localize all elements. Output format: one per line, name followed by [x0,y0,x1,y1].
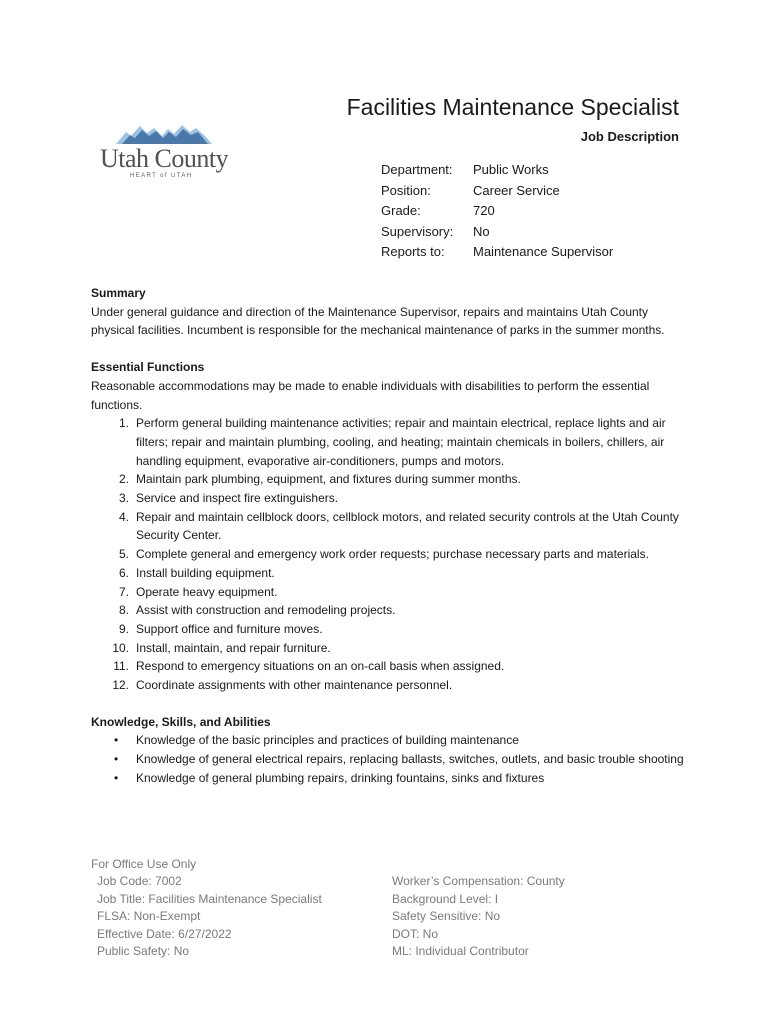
list-text: Install building equipment. [136,565,275,580]
ksa-section [91,713,691,788]
list-text: Operate heavy equipment. [136,584,278,599]
job-meta [381,160,613,263]
meta-row-position [381,181,613,202]
footer-right-column [392,873,565,960]
essential-functions-intro: Reasonable accommodations may be made to enable individuals with disabilities to perform the essential functions. [91,378,650,412]
list-number: 2. [118,472,129,487]
list-item [91,414,691,470]
meta-value: 720 [473,203,495,219]
list-number: 6. [118,565,129,580]
bullet-icon: • [114,733,119,748]
list-text: Knowledge of the basic principles and practices of building maintenance [136,733,519,748]
list-number: 3. [118,491,129,506]
footer-field: Background Level: I [392,891,499,906]
ksa-heading: Knowledge, Skills, and Abilities [91,714,271,729]
meta-label: Supervisory: [381,223,454,239]
list-number: 9. [118,621,129,636]
meta-value: Career Service [473,182,560,198]
list-number: 8. [118,603,129,618]
footer-field: Job Code: 7002 [97,874,182,889]
list-number: 4. [118,509,129,524]
footer-field: Public Safety: No [97,944,190,959]
essential-functions-heading: Essential Functions [91,360,205,375]
list-item [91,769,691,788]
list-item [91,750,691,769]
meta-label: Reports to: [381,244,445,260]
essential-functions-section [91,358,691,695]
list-text: Service and inspect fire extinguishers. [136,491,339,506]
meta-label: Grade: [381,203,421,219]
list-item [91,639,691,658]
list-text: Complete general and emergency work order requests; purchase necessary parts and materials. [136,547,649,562]
list-item [91,564,691,583]
list-number: 11. [113,659,129,674]
list-text: Support office and furniture moves. [136,621,323,636]
logo-name: Utah County [100,144,229,173]
list-item [91,657,691,676]
logo-tagline: HEART of UTAH [130,173,193,179]
list-text: Maintain park plumbing, equipment, and fixtures during summer months. [136,472,521,487]
meta-row-department [381,160,613,181]
footer-field: Worker’s Compensation: County [392,874,565,889]
list-number: 12. [112,678,129,693]
list-text: Knowledge of general plumbing repairs, drinking fountains, sinks and fixtures [136,770,545,785]
list-text: Knowledge of general electrical repairs, replacing ballasts, switches, outlets, and basic trouble shooting [136,752,684,767]
ksa-list [91,731,691,787]
meta-row-grade [381,201,613,222]
list-text: Repair and maintain cellblock doors, cellblock motors, and related security controls at the Utah County Security Center. [136,509,679,543]
list-text: Respond to emergency situations on an on-call basis when assigned. [136,659,505,674]
page-subtitle: Job Description [580,129,679,144]
meta-label: Department: [381,162,453,177]
footer-field: ML: Individual Contributor [392,944,529,959]
list-text: Assist with construction and remodeling projects. [136,603,396,618]
list-item [91,583,691,602]
summary-section [91,284,691,340]
list-item [91,731,691,750]
list-item [91,508,691,545]
essential-functions-list [91,414,691,695]
footer-left-column [97,873,322,960]
meta-row-reports-to [381,242,613,263]
list-item [91,489,691,508]
footer-field: DOT: No [392,926,439,941]
footer-field: Effective Date: 6/27/2022 [97,926,232,941]
footer-field: FLSA: Non-Exempt [97,909,201,924]
footer-heading: For Office Use Only [91,857,197,871]
meta-value: Maintenance Supervisor [473,244,614,260]
list-text: Perform general building maintenance activities; repair and maintain electrical, replace lights and air filters; repair and maintain plumbing, cooling, and heating; maintain chemicals in boilers, chillers, air handling equipment, evaporative air-conditioners, pumps and motors. [136,416,666,468]
page-title: Facilities Maintenance Specialist [346,94,679,120]
list-item [91,601,691,620]
meta-value: No [473,223,490,239]
list-item [91,545,691,564]
bullet-icon: • [114,752,119,767]
list-item [91,620,691,639]
list-number: 7. [118,584,129,599]
summary-heading: Summary [91,286,146,300]
footer-field: Job Title: Facilities Maintenance Specialist [97,891,322,906]
utah-county-logo [100,122,230,182]
meta-row-supervisory [381,222,613,243]
footer-field: Safety Sensitive: No [392,909,501,924]
list-number: 5. [118,547,129,562]
list-number: 10. [112,640,129,655]
list-item [91,470,691,489]
list-text: Coordinate assignments with other maintenance personnel. [136,678,453,693]
list-text: Install, maintain, and repair furniture. [136,640,331,655]
document-body [91,284,691,806]
bullet-icon: • [114,770,119,785]
office-use-footer [91,856,711,959]
summary-text: Under general guidance and direction of the Maintenance Supervisor, repairs and maintains Utah County physical facilities. Incumbent is responsible for the mechanical maintenance of parks in the summer months. [91,304,665,338]
meta-value: Public Works [473,162,549,177]
list-number: 1. [118,416,129,431]
list-item [91,676,691,695]
meta-label: Position: [381,182,431,198]
mountain-icon [116,122,212,146]
